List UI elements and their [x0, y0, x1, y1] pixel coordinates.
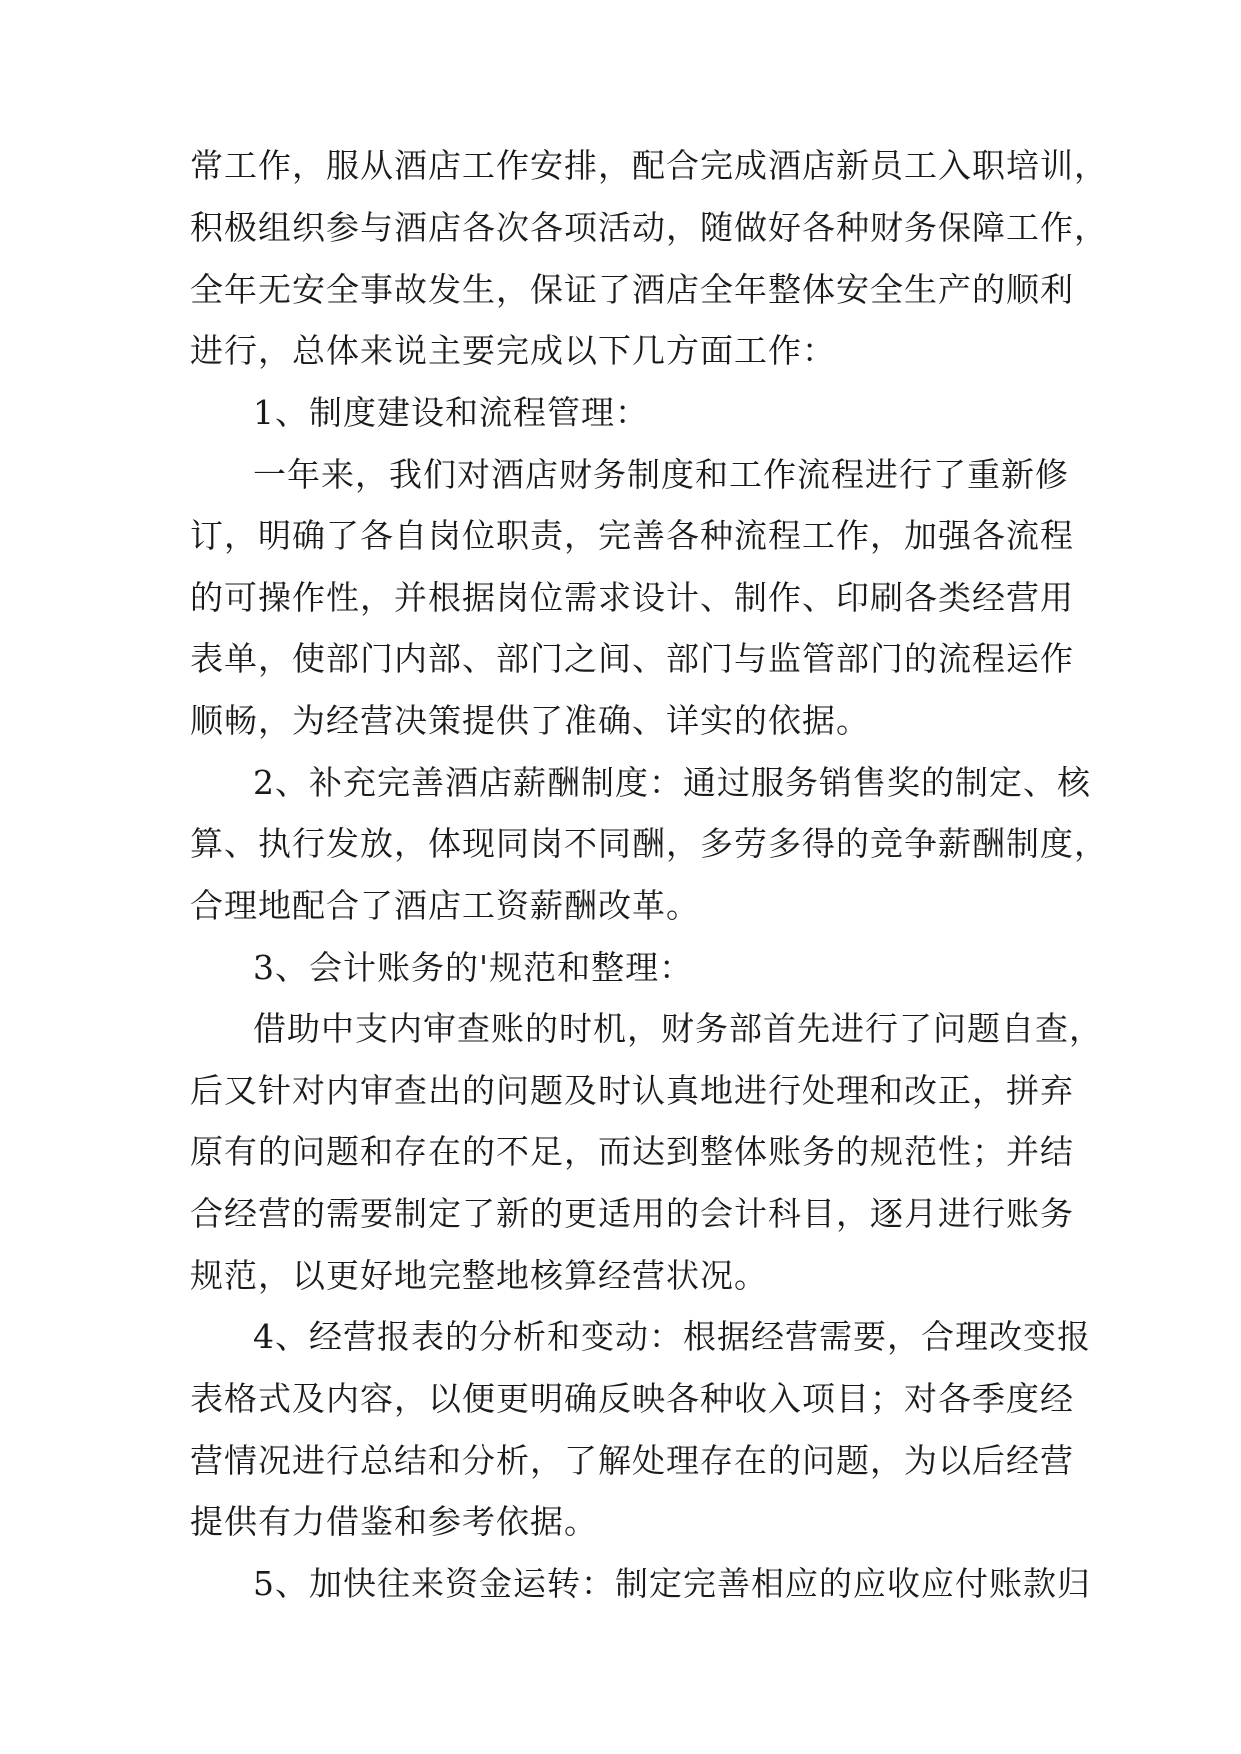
- paragraph-line: 营情况进行总结和分析，了解处理存在的问题，为以后经营: [190, 1441, 1074, 1480]
- paragraph-line: 表单，使部门内部、部门之间、部门与监管部门的流程运作: [190, 639, 1074, 678]
- paragraph-line: 5、加快往来资金运转：制定完善相应的应收应付账款归: [253, 1564, 1091, 1603]
- paragraph-line: 的可操作性，并根据岗位需求设计、制作、印刷各类经营用: [190, 578, 1074, 617]
- paragraph-line: 订，明确了各自岗位职责，完善各种流程工作，加强各流程: [190, 516, 1074, 555]
- paragraph-line: 借助中支内审查账的时机，财务部首先进行了问题自查，: [253, 1009, 1103, 1048]
- paragraph-line: 4、经营报表的分析和变动：根据经营需要，合理改变报: [253, 1317, 1091, 1356]
- paragraph-line: 算、执行发放，体现同岗不同酬，多劳多得的竞争薪酬制度，: [190, 824, 1108, 863]
- paragraph-line: 一年来，我们对酒店财务制度和工作流程进行了重新修: [253, 455, 1069, 494]
- paragraph-line: 顺畅，为经营决策提供了准确、详实的依据。: [190, 701, 870, 740]
- section-heading: 1、制度建设和流程管理：: [253, 393, 649, 432]
- paragraph-line: 合经营的需要制定了新的更适用的会计科目，逐月进行账务: [190, 1194, 1074, 1233]
- section-heading: 3、会计账务的'规范和整理：: [253, 948, 694, 987]
- paragraph-line: 表格式及内容，以便更明确反映各种收入项目；对各季度经: [190, 1379, 1074, 1418]
- paragraph-line: 全年无安全事故发生，保证了酒店全年整体安全生产的顺利: [190, 270, 1074, 309]
- paragraph-line: 2、补充完善酒店薪酬制度：通过服务销售奖的制定、核: [253, 763, 1091, 802]
- paragraph-line: 积极组织参与酒店各次各项活动，随做好各种财务保障工作，: [190, 208, 1108, 247]
- paragraph-line: 规范，以更好地完整地核算经营状况。: [190, 1256, 768, 1295]
- paragraph-line: 进行，总体来说主要完成以下几方面工作：: [190, 331, 836, 370]
- paragraph-line: 原有的问题和存在的不足，而达到整体账务的规范性；并结: [190, 1132, 1074, 1171]
- paragraph-line: 常工作，服从酒店工作安排，配合完成酒店新员工入职培训，: [190, 146, 1108, 185]
- paragraph-line: 提供有力借鉴和参考依据。: [190, 1502, 598, 1541]
- paragraph-line: 后又针对内审查出的问题及时认真地进行处理和改正，拼弃: [190, 1071, 1074, 1110]
- paragraph-line: 合理地配合了酒店工资薪酬改革。: [190, 886, 700, 925]
